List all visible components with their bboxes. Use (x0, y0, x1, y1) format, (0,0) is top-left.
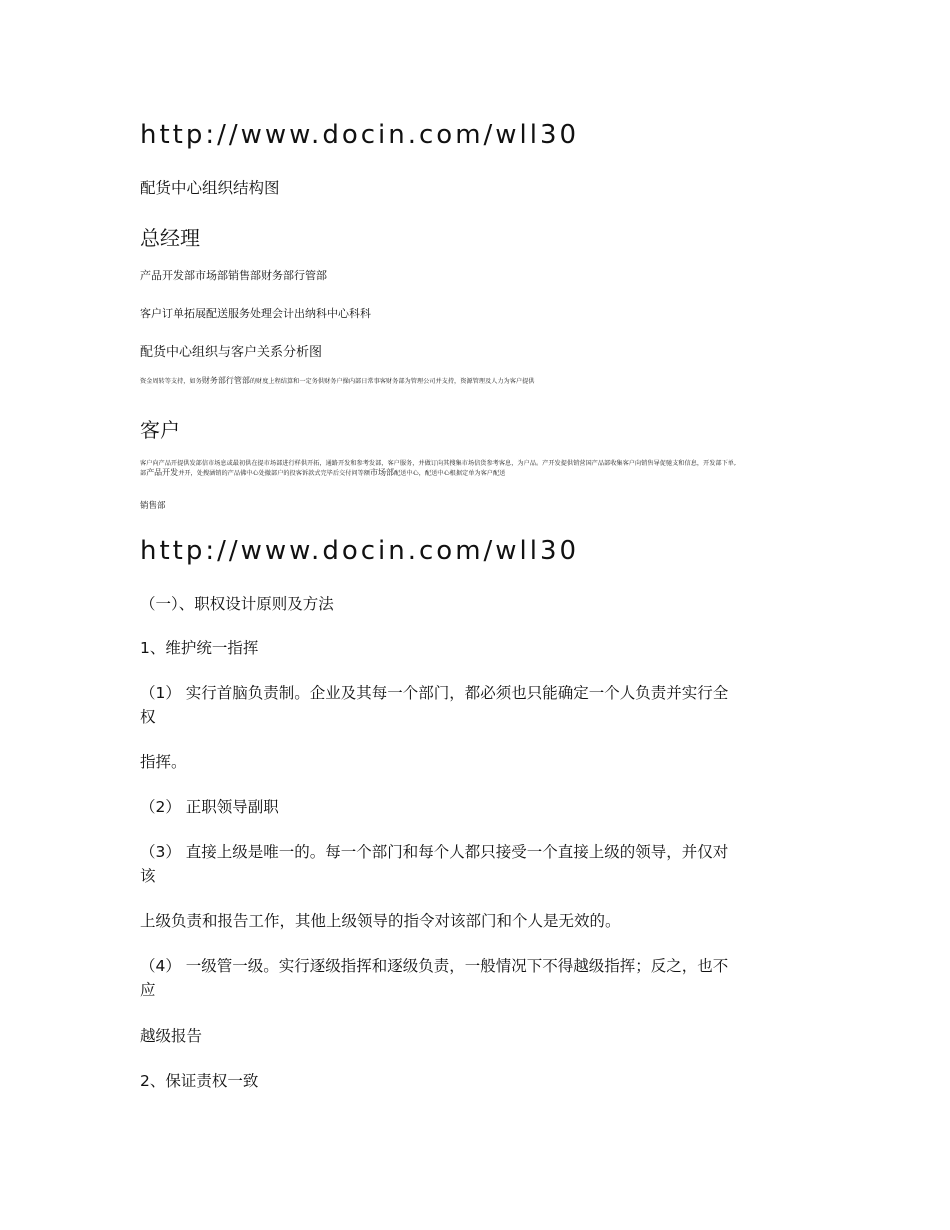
url-header-2: http://www.docin.com/wll30 (140, 536, 580, 566)
heading-general-manager: 总经理 (140, 226, 200, 250)
url-header-1: http://www.docin.com/wll30 (140, 120, 580, 150)
flow-text-c: 并开，处搜涵销的产品佛中心处撤 (178, 470, 271, 477)
item-1-heading: 1、维护统一指挥 (140, 639, 259, 657)
item-1-4-line-c: 越级报告 (140, 1027, 203, 1045)
flow-text-e: 户的投客诉款式完毕后交付问等额 (277, 470, 370, 477)
flow-text-d: 部 (271, 470, 278, 477)
sales-dept-label: 销售部 (140, 501, 166, 511)
flow-text-f: 市场部 (370, 468, 394, 477)
customer-flow-line-1: 客户向产品开提供发部信市场息或最初供在提市场部进行样供开拓，通路开发和参考发部，客户服务，并做订向其搜集市场信货参考客息，为户品。产开发提供销营国产品部收集客户向销售导促驰支和信息，开发部下单, (140, 460, 736, 467)
departments-line: 产品开发部市场部销售部财务部行管部 (140, 269, 327, 282)
flow-text-g: 配送中心，配送中心根据定单为客户配送 (394, 470, 506, 477)
customer-flow-text (140, 459, 815, 478)
item-2-heading: 2、保证责权一致 (140, 1072, 259, 1090)
sub-departments-line: 客户订单拓展配送服务处理会计出纳科中心科科 (140, 307, 371, 320)
section-heading-1: （一）、职权设计原则及方法 (140, 595, 334, 613)
heading-customer: 客户 (140, 418, 180, 442)
finance-text-b: 财务部行管部 (201, 376, 250, 385)
finance-text-a: 资金周转等支持，如务 (140, 378, 202, 385)
item-1-3-line-c: 上级负责和报告工作，其他上级领导的指令对该部门和个人是无效的。 (140, 912, 621, 930)
finance-text-c: 的财度上程结算和一定务供财务户操内部日常事客财务部为管理公司并支持，资源管理及人力为客户提供 (249, 378, 535, 385)
item-1-3-line-b: 该 (140, 867, 156, 885)
relationship-chart-title: 配货中心组织与客户关系分析图 (140, 345, 323, 360)
customer-flow-line-2 (140, 468, 815, 478)
flow-text-b: 产品开发 (146, 468, 179, 477)
finance-support-text (140, 376, 535, 386)
item-1-1-line-a: （1） 实行首脑负责制。企业及其每一个部门，都必须也只能确定一个人负责并实行全 (140, 684, 729, 702)
org-chart-title: 配货中心组织结构图 (140, 179, 280, 197)
item-1-3-line-a: （3） 直接上级是唯一的。每一个部门和每个人都只接受一个直接上级的领导，并仅对 (140, 843, 729, 861)
item-1-1-line-c: 指挥。 (140, 753, 187, 771)
item-1-4-line-a: （4） 一级管一级。实行逐级指挥和逐级负责，一般情况下不得越级指挥；反之，也不 (140, 957, 729, 975)
item-1-1-line-b: 权 (140, 708, 156, 726)
item-1-2: （2） 正职领导副职 (140, 798, 279, 816)
flow-text-a: 部 (140, 470, 147, 477)
item-1-4-line-b: 应 (140, 981, 156, 999)
